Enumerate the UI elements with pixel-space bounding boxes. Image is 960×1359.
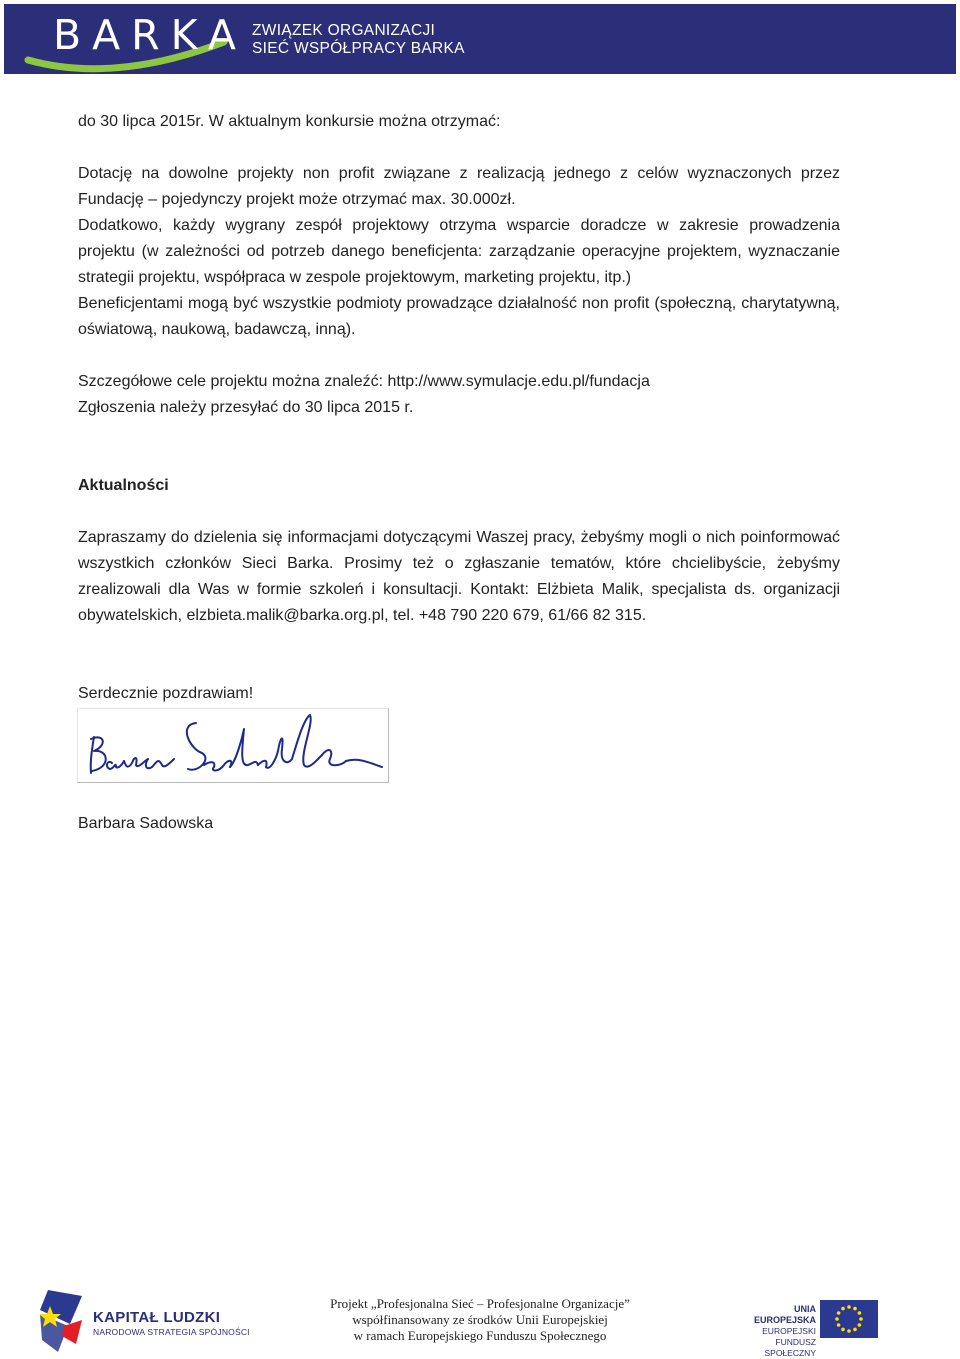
beneficiaries-paragraph: Beneficjentami mogą być wszystkie podmioty prowadzące działalność non profit (społeczną, charytatywną, oświatową, naukową, badawczą, inną).: [78, 295, 840, 338]
news-heading: Aktualności: [78, 477, 169, 494]
kapital-ludzki-subtitle: NARODOWA STRATEGIA SPÓJNOŚCI: [93, 1327, 250, 1337]
signature-image: [77, 708, 389, 783]
details-link-line: Szczegółowe cele projektu można znaleźć: http://www.symulacje.edu.pl/fundacja: [78, 373, 650, 390]
eu-line2: EUROPEJSKI: [762, 1326, 816, 1336]
news-paragraph: Zapraszamy do dzielenia się informacjami dotyczącymi Waszej pracy, żebyśmy mogli o nich poinformować wszystkich członków Sieci Barka. Prosimy też o zgłaszanie tematów, które chcielibyście, żebyśmy zrealizowali dla Was w formie szkoleń i konsultacji. Kontakt: Elżbieta Malik, specjalista ds. organizacji obywatelskich, elzbieta.malik@barka.org.pl, tel. +48 790 220 679, 61/66 82 315.: [78, 529, 840, 624]
signature-name: Barbara Sadowska: [78, 815, 214, 832]
brand-wordmark: BARKA: [53, 11, 247, 59]
kapital-ludzki-logo-icon: [40, 1290, 82, 1352]
project-line1: Projekt „Profesjonalna Sieć – Profesjonalne Organizacje”: [330, 1296, 630, 1311]
project-funding-note: [300, 1296, 660, 1344]
intro-paragraph: do 30 lipca 2015r. W aktualnym konkursie można otrzymać:: [78, 113, 501, 130]
grant-paragraph-line1: Dotację na dowolne projekty non profit związane z realizacją jednego z celów wyznaczonych przez: [78, 165, 840, 182]
eu-flag-icon: [820, 1300, 878, 1338]
header-subtitle-line1: ZWIĄZEK ORGANIZACJI: [252, 22, 436, 39]
eu-fund-label: [730, 1304, 816, 1359]
eu-line1: UNIA EUROPEJSKA: [753, 1304, 816, 1325]
project-line2: współfinansowany ze środków Unii Europejskiej: [352, 1312, 608, 1327]
header-banner: [4, 4, 956, 74]
support-paragraph: Dodatkowo, każdy wygrany zespół projektowy otrzyma wsparcie doradcze w zakresie prowadzenia projektu (w zależności od potrzeb danego beneficjenta: zarządzanie operacyjne projektem, wyznaczanie strategii projektu, współpraca w zespole projektowym, marketing projektu, itp.): [78, 217, 840, 286]
project-line3: w ramach Europejskiego Funduszu Społecznego: [353, 1328, 607, 1343]
eu-line3: FUNDUSZ SPOŁECZNY: [764, 1337, 816, 1358]
kapital-ludzki-title: KAPITAŁ LUDZKI: [93, 1309, 221, 1326]
grant-paragraph-line2: Fundację – pojedynczy projekt może otrzymać max. 30.000zł.: [78, 191, 516, 208]
header-subtitle-line2: SIEĆ WSPÓŁPRACY BARKA: [252, 40, 465, 57]
closing-line: Serdecznie pozdrawiam!: [78, 685, 254, 702]
deadline-line: Zgłoszenia należy przesyłać do 30 lipca 2015 r.: [78, 399, 414, 416]
